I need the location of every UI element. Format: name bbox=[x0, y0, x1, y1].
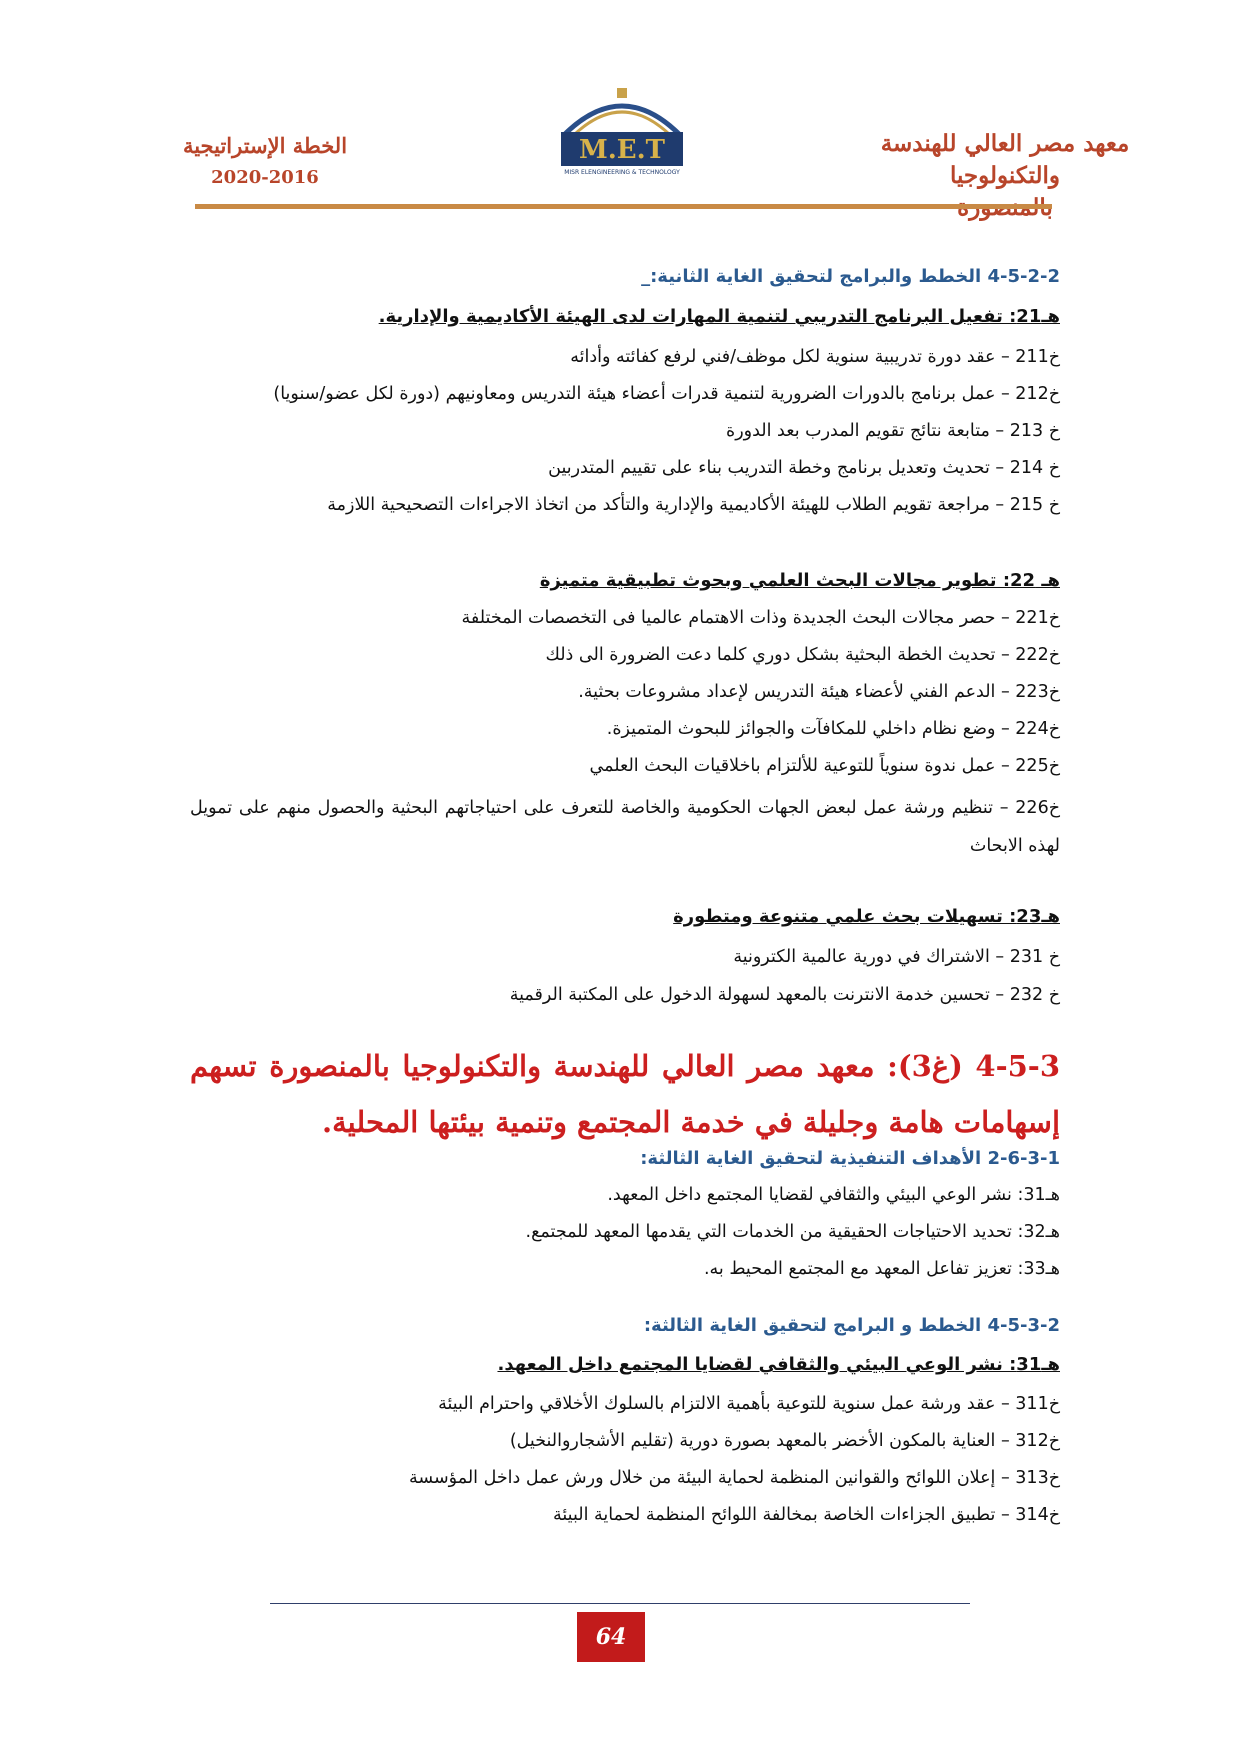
list-item: خ223 – الدعم الفني لأعضاء هيئة التدريس لإعداد مشروعات بحثية. bbox=[578, 682, 1060, 702]
header-divider bbox=[195, 204, 1052, 209]
list-item: خ311 – عقد ورشة عمل سنوية للتوعية بأهمية الالتزام بالسلوك الأخلاقي واحترام البيئة bbox=[438, 1394, 1060, 1414]
list-item: خ224 – وضع نظام داخلي للمكافآت والجوائز للبحوث المتميزة. bbox=[606, 719, 1060, 739]
goal-title: هـ31: نشر الوعي البيئي والثقافي لقضايا المجتمع داخل المعهد. bbox=[497, 1354, 1060, 1375]
goal-title: هـ21: تفعيل البرنامج التدريبي لتنمية المهارات لدى الهيئة الأكاديمية والإدارية. bbox=[378, 306, 1060, 327]
plan-title: الخطة الإستراتيجية bbox=[182, 133, 348, 158]
institute-name bbox=[835, 128, 1175, 224]
list-item: خ225 – عمل ندوة سنوياً للتوعية للألتزام باخلاقيات البحث العلمي bbox=[589, 756, 1060, 776]
list-item: هـ31: نشر الوعي البيئي والثقافي لقضايا المجتمع داخل المعهد. bbox=[607, 1185, 1060, 1205]
page-number: 64 bbox=[577, 1612, 645, 1662]
plan-title-block bbox=[150, 130, 380, 194]
list-item: خ 213 – متابعة نتائج تقويم المدرب بعد الدورة bbox=[726, 421, 1060, 441]
list-item: خ314 – تطبيق الجزاءات الخاصة بمخالفة اللوائح المنظمة لحماية البيئة bbox=[553, 1505, 1060, 1525]
logo-text: M.E.T bbox=[578, 135, 666, 165]
plan-years: 2020-2016 bbox=[211, 167, 319, 188]
footer-divider bbox=[270, 1603, 970, 1604]
list-item: خ313 – إعلان اللوائح والقوانين المنظمة لحماية البيئة من خلال ورش عمل داخل المؤسسة bbox=[409, 1468, 1060, 1488]
list-item: خ211 – عقد دورة تدريبية سنوية لكل موظف/فني لرفع كفائته وأدائه bbox=[570, 347, 1060, 367]
list-item: خ222 – تحديث الخطة البحثية بشكل دوري كلما دعت الضرورة الى ذلك bbox=[545, 645, 1060, 665]
institute-name-line1: معهد مصر العالي للهندسة والتكنولوجيا bbox=[880, 130, 1130, 189]
list-item: خ226 – تنظيم ورشة عمل لبعض الجهات الحكومية والخاصة للتعرف على احتياجاتهم البحثية والحصول منهم على تمويل لهذه الابحاث bbox=[190, 798, 1060, 856]
list-item: خ 214 – تحديث وتعديل برنامج وخطة التدريب بناء على تقييم المتدربين bbox=[548, 458, 1060, 478]
list-item: هـ32: تحديد الاحتياجات الحقيقية من الخدمات التي يقدمها المعهد للمجتمع. bbox=[525, 1222, 1060, 1242]
logo-subtext: MISR ELENGINEERING & TECHNOLOGY bbox=[564, 169, 680, 176]
list-item: خ312 – العناية بالمكون الأخضر بالمعهد بصورة دورية (تقليم الأشجاروالنخيل) bbox=[509, 1431, 1060, 1451]
section-heading: 2-6-3-1 الأهداف التنفيذية لتحقيق الغاية الثالثة: bbox=[640, 1148, 1060, 1169]
list-item: خ 231 – الاشتراك في دورية عالمية الكترونية bbox=[733, 947, 1060, 967]
met-logo bbox=[547, 82, 697, 178]
list-item: خ 215 – مراجعة تقويم الطلاب للهيئة الأكاديمية والإدارية والتأكد من اتخاذ الاجراءات التصحيحية اللازمة bbox=[327, 495, 1060, 515]
goal-title: هـ23: تسهيلات بحث علمي متنوعة ومتطورة bbox=[673, 906, 1060, 927]
section-heading: 4-5-2-2 الخطط والبرامج لتحقيق الغاية الثانية:_ bbox=[641, 266, 1060, 287]
list-item: خ 232 – تحسين خدمة الانترنت بالمعهد لسهولة الدخول على المكتبة الرقمية bbox=[509, 985, 1060, 1005]
section-heading: 4-5-3-2 الخطط و البرامج لتحقيق الغاية الثالثة: bbox=[643, 1315, 1060, 1336]
goal-statement: 4-5-3 (غ3): معهد مصر العالي للهندسة والتكنولوجيا بالمنصورة تسهم إسهامات هامة وجليلة في خدمة المجتمع وتنمية بيئتها المحلية. bbox=[190, 1049, 1060, 1139]
list-item: خ212 – عمل برنامج بالدورات الضرورية لتنمية قدرات أعضاء هيئة التدريس ومعاونيهم (دورة لكل عضو/سنويا) bbox=[273, 384, 1060, 404]
list-item: خ221 – حصر مجالات البحث الجديدة وذات الاهتمام عالميا فى التخصصات المختلفة bbox=[461, 608, 1060, 628]
goal-title: هـ 22: تطوير مجالات البحث العلمي وبحوث تطبيقية متميزة bbox=[539, 570, 1060, 591]
list-item: هـ33: تعزيز تفاعل المعهد مع المجتمع المحيط به. bbox=[703, 1259, 1060, 1279]
